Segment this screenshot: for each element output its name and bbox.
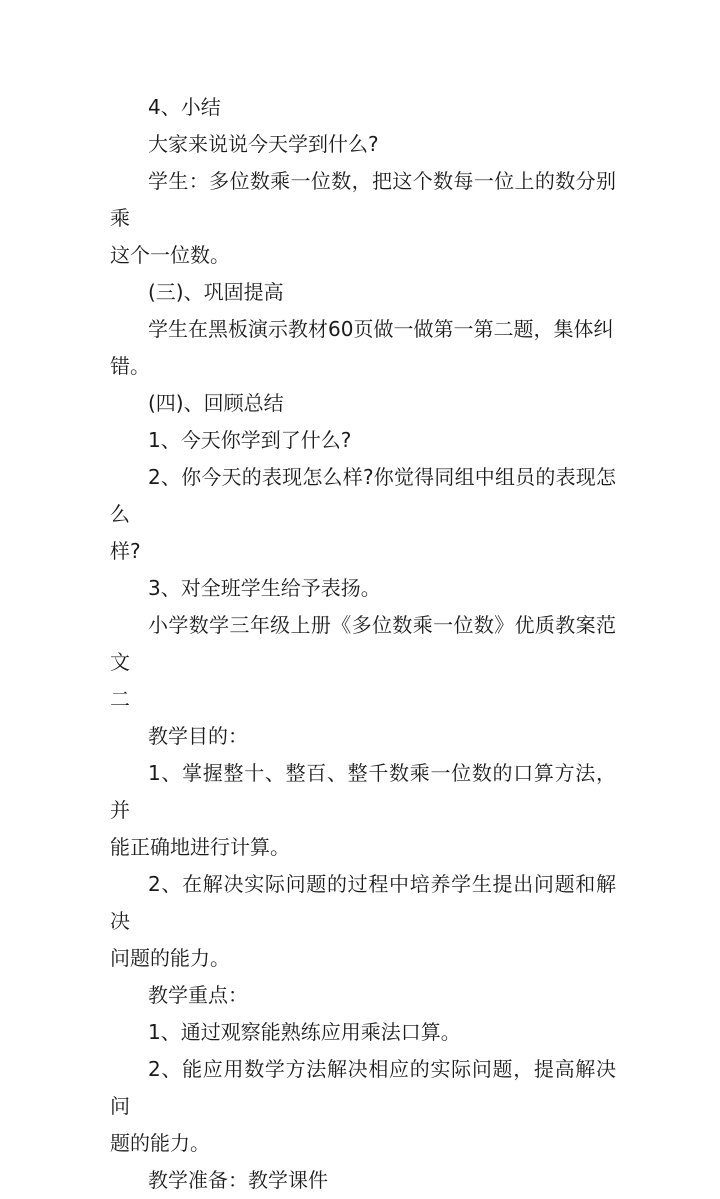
text-line: 2、在解决实际问题的过程中培养学生提出问题和解决 [110,872,616,933]
paragraph-student-answer [110,163,616,274]
paragraph-preparation [110,1162,616,1199]
paragraph-summary-question [110,126,616,163]
text-line: 4、小结 [148,95,221,119]
text-line: 教学准备：教学课件 [148,1168,328,1192]
paragraph-section-title [110,607,616,718]
text-line: 学生在黑板演示教材60页做一做第一第二题，集体纠 [148,317,614,341]
text-line: 2、你今天的表现怎么样?你觉得同组中组员的表现怎么 [110,465,616,526]
text-line: 问题的能力。 [110,946,230,970]
paragraph-key-point-2 [110,1051,616,1162]
paragraph-review-heading [110,385,616,422]
paragraph-review-item-2 [110,459,616,570]
paragraph-goal-2 [110,866,616,977]
text-line: 学生：多位数乘一位数，把这个数每一位上的数分别乘 [110,169,616,230]
paragraph-key-points-heading [110,977,616,1014]
paragraph-summary-heading [110,89,616,126]
text-line: 1、掌握整十、整百、整千数乘一位数的口算方法，并 [110,761,616,822]
text-line: 大家来说说今天学到什么? [148,132,379,156]
text-line: 教学重点： [148,983,248,1007]
paragraph-review-item-1 [110,422,616,459]
text-line: 题的能力。 [110,1131,210,1155]
paragraph-consolidate-heading [110,274,616,311]
text-line: (四)、回顾总结 [148,391,284,415]
text-line: 样? [110,539,141,563]
text-line: 3、对全班学生给予表扬。 [148,576,381,600]
text-line: 小学数学三年级上册《多位数乘一位数》优质教案范文 [110,613,616,674]
text-line: 能正确地进行计算。 [110,835,290,859]
paragraph-goals-heading [110,718,616,755]
text-line: 二 [110,687,130,711]
text-line: 教学目的： [148,724,248,748]
text-line: (三)、巩固提高 [148,280,284,304]
paragraph-key-point-1 [110,1014,616,1051]
document-body [110,89,616,1199]
paragraph-consolidate-body [110,311,616,385]
text-line: 错。 [110,354,150,378]
text-line: 1、通过观察能熟练应用乘法口算。 [148,1020,461,1044]
paragraph-goal-1 [110,755,616,866]
paragraph-review-item-3 [110,570,616,607]
text-line: 这个一位数。 [110,243,230,267]
text-line: 2、能应用数学方法解决相应的实际问题，提高解决问 [110,1057,616,1118]
text-line: 1、今天你学到了什么? [148,428,352,452]
